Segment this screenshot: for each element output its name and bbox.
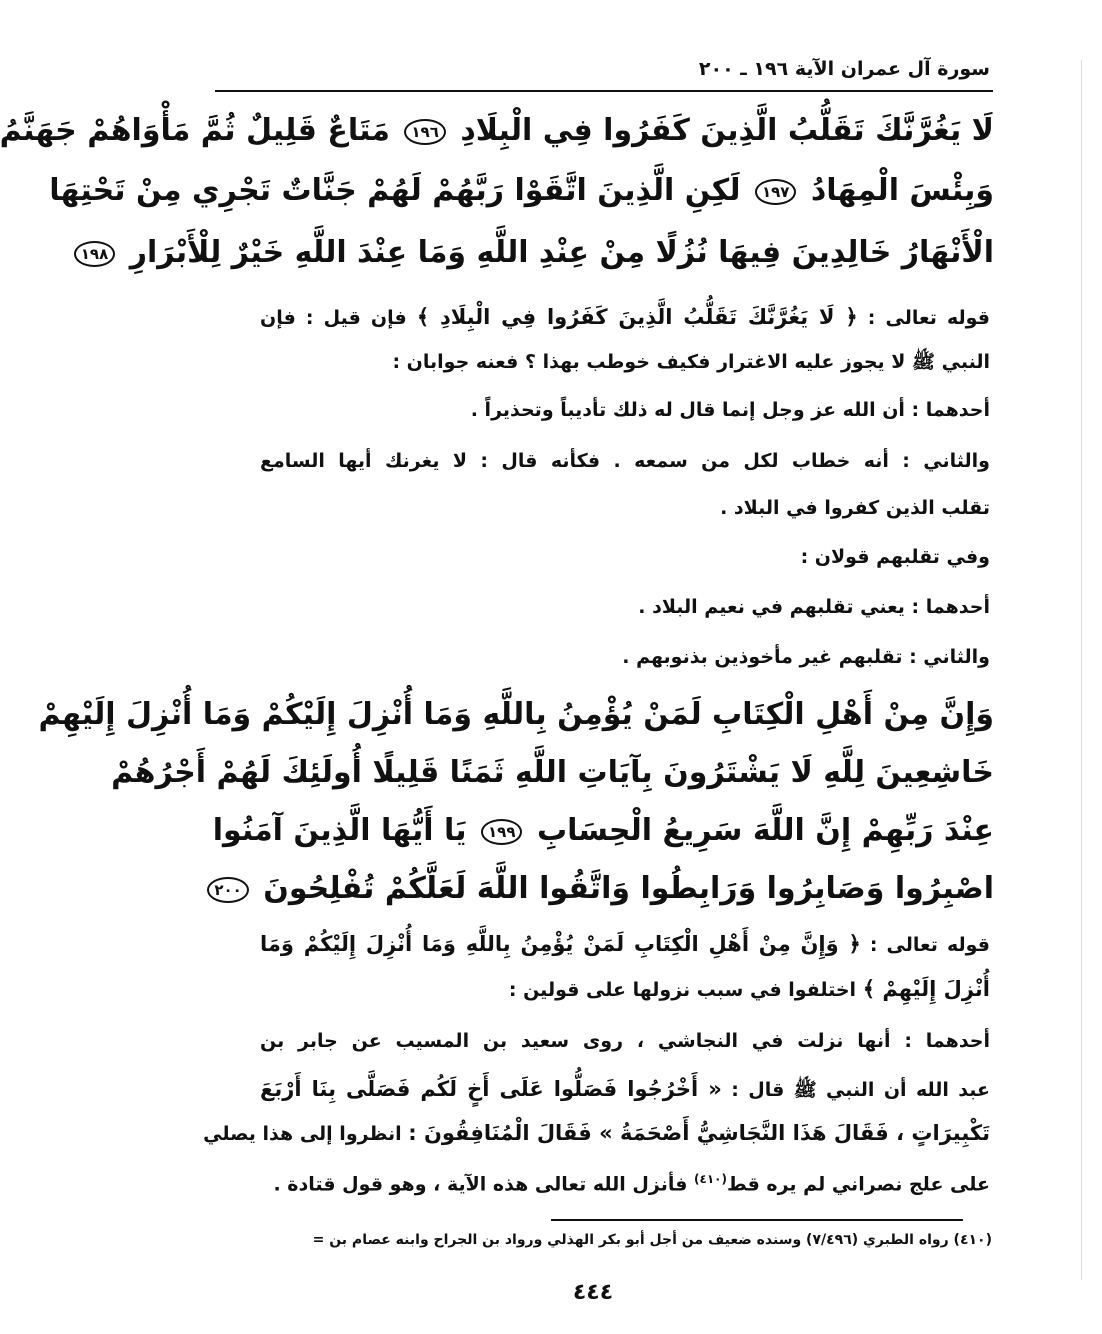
quran-quote: ﴿ لَا يَغُرَّنَّكَ تَقَلُّبُ الَّذِينَ كَفَرُوا فِي الْبِلَادِ ﴾: [416, 305, 858, 329]
commentary-text: عبد الله أن النبي ﷺ قال :: [731, 1079, 991, 1101]
ayah-number-197: ١٩٧: [755, 179, 796, 205]
commentary-text: على علج نصراني لم يره قط: [727, 1173, 990, 1196]
commentary-text: فإن قيل : فإن: [260, 307, 407, 329]
commentary-text: اختلفوا في سبب نزولها على قولين :: [508, 979, 857, 1001]
commentary-line: [260, 300, 990, 334]
footnote-reference[interactable]: (٤١٠): [694, 1172, 727, 1186]
header-divider: [215, 90, 993, 92]
running-header: سورة آل عمران الآية ١٩٦ ـ ٢٠٠: [698, 58, 990, 80]
commentary-line: تقلب الذين كفروا في البلاد .: [720, 497, 990, 519]
commentary-lead: قوله تعالى :: [869, 934, 990, 956]
hadith-quote: تَكْبِيرَاتٍ ، فَقَالَ هَذَا النَّجَاشِيُّ أَصْحَمَةُ » فَقَالَ الْمُنَافِقُونَ :: [408, 1121, 990, 1145]
ayah-number-198: ١٩٨: [74, 241, 115, 267]
ayah-number-200: ٢٠٠: [207, 877, 248, 903]
commentary-line: [260, 972, 990, 1006]
verse-text: اصْبِرُوا وَصَابِرُوا وَرَابِطُوا وَاتَّقُوا اللَّهَ لَعَلَّكُمْ تُفْلِحُونَ: [263, 871, 994, 906]
commentary-line: [260, 1072, 990, 1106]
quran-quote: أُنْزِلَ إِلَيْهِمْ ﴾: [862, 977, 990, 1001]
commentary-text: فأنزل الله تعالى هذه الآية ، وهو قول قتادة .: [273, 1173, 688, 1196]
verse-line: [49, 160, 994, 222]
verse-text: الْأَنْهَارُ خَالِدِينَ فِيهَا نُزُلًا مِنْ عِنْدِ اللَّهِ وَمَا عِنْدَ اللَّهِ خَيْرٌ لِلْأَبْرَارِ: [129, 235, 994, 270]
commentary-lead: قوله تعالى :: [867, 307, 990, 329]
commentary-line: النبي ﷺ لا يجوز عليه الاغترار فكيف خوطب بهذا ؟ فعنه جوابان :: [392, 351, 990, 373]
verse-line: خَاشِعِينَ لِلَّهِ لَا يَشْتَرُونَ بِآيَاتِ اللَّهِ ثَمَنًا قَلِيلًا أُولَئِكَ لَهُمْ أَجْرُهُمْ: [111, 755, 994, 790]
commentary-line: أحدهما : أنها نزلت في النجاشي ، روى سعيد بن المسيب عن جابر بن: [260, 1030, 990, 1052]
verse-text: مَتَاعٌ قَلِيلٌ ثُمَّ مَأْوَاهُمْ جَهَنَّمُ: [0, 113, 390, 148]
commentary-line: والثاني : أنه خطاب لكل من سمعه . فكأنه قال : لا يغرنك أيها السامع: [260, 450, 990, 472]
verse-block-196-198: [0, 102, 994, 284]
verse-line: [80, 222, 994, 284]
footnote-divider: [551, 1219, 963, 1221]
footnote-410: (٤١٠) رواه الطبري (٧/٤٩٦) وسنده ضعيف من أجل أبو بكر الهذلي ورواد بن الجراح وابنه عصام بن =: [312, 1232, 992, 1248]
verse-line: [214, 860, 994, 918]
page-edge-line: [1081, 60, 1082, 1280]
page-number: ٤٤٤: [572, 1280, 614, 1305]
commentary-line: [260, 926, 990, 962]
verse-text: وَبِئْسَ الْمِهَادُ: [810, 173, 994, 208]
commentary-line: وفي تقلبهم قولان :: [800, 546, 990, 568]
commentary-text: انظروا إلى هذا يصلي: [203, 1123, 402, 1145]
hadith-quote: « أَخْرُجُوا فَصَلُّوا عَلَى أَخٍ لَكُم فَصَلَّى بِنَا أَرْبَعَ: [260, 1077, 722, 1101]
commentary-line: أحدهما : يعني تقلبهم في نعيم البلاد .: [638, 596, 990, 618]
quran-quote: ﴿ وَإِنَّ مِنْ أَهْلِ الْكِتَابِ لَمَنْ يُؤْمِنُ بِاللَّهِ وَمَا أُنْزِلَ إِلَيْكُمْ وَمَا: [260, 932, 861, 956]
ayah-number-196: ١٩٦: [404, 119, 445, 145]
verse-text: يَا أَيُّهَا الَّذِينَ آمَنُوا: [212, 813, 467, 848]
verse-line: [0, 102, 994, 160]
verse-line: [212, 802, 994, 860]
verse-line: وَإِنَّ مِنْ أَهْلِ الْكِتَابِ لَمَنْ يُؤْمِنُ بِاللَّهِ وَمَا أُنْزِلَ إِلَيْكُمْ وَمَا أُنْزِلَ إِلَيْهِمْ: [38, 697, 994, 732]
commentary-line: [203, 1116, 990, 1150]
verse-text: لَكِنِ الَّذِينَ اتَّقَوْا رَبَّهُمْ لَهُمْ جَنَّاتٌ تَجْرِي مِنْ تَحْتِهَا: [49, 173, 741, 208]
commentary-line: [260, 1162, 990, 1196]
verse-text: عِنْدَ رَبِّهِمْ إِنَّ اللَّهَ سَرِيعُ الْحِسَابِ: [536, 813, 994, 848]
verse-block-199-200: [38, 686, 994, 918]
ayah-number-199: ١٩٩: [481, 819, 522, 845]
commentary-line: أحدهما : أن الله عز وجل إنما قال له ذلك تأديباً وتحذيراً .: [470, 399, 990, 421]
verse-text: لَا يَغُرَّنَّكَ تَقَلُّبُ الَّذِينَ كَفَرُوا فِي الْبِلَادِ: [460, 113, 994, 148]
commentary-line: والثاني : تقلبهم غير مأخوذين بذنوبهم .: [622, 646, 990, 668]
